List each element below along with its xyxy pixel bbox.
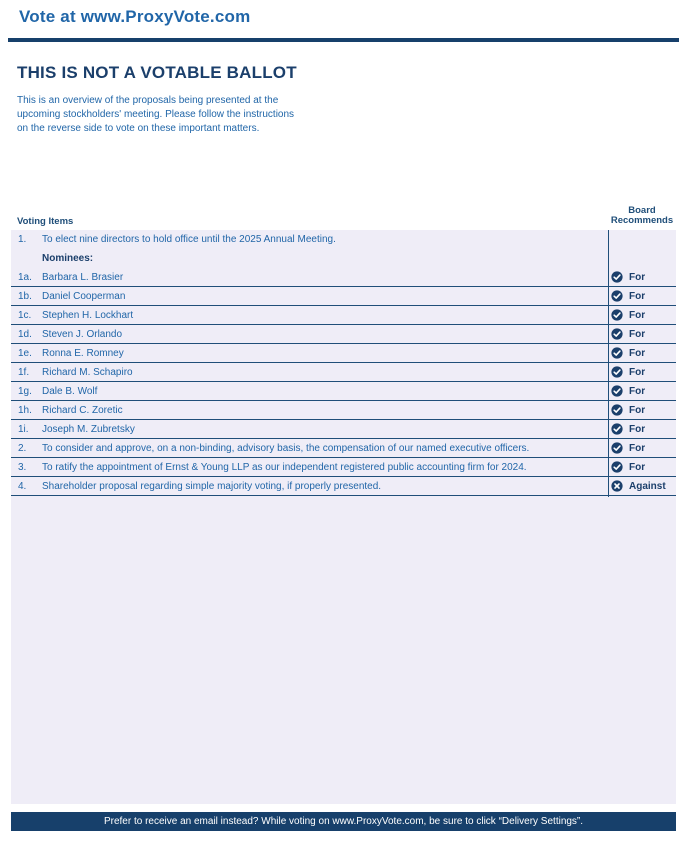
table-row (11, 344, 676, 362)
recommendation-label: For (629, 309, 646, 321)
table-row (11, 439, 676, 457)
table-row (11, 325, 676, 343)
item-number: 2. (18, 443, 27, 454)
recommendation (611, 328, 645, 340)
recommendation-label: For (629, 385, 646, 397)
item-number: 1i. (18, 424, 29, 435)
delivery-settings-banner: Prefer to receive an email instead? While voting on www.ProxyVote.com, be sure to click “Delivery Settings”. (11, 812, 676, 831)
item-text: To elect nine directors to hold office until the 2025 Annual Meeting. (42, 234, 336, 245)
recommendation (611, 385, 645, 397)
table-row (11, 268, 676, 286)
item-number: 1a. (18, 272, 32, 283)
row-divider (11, 495, 676, 496)
check-circle-icon (611, 328, 626, 340)
recommendation (611, 309, 645, 321)
check-circle-icon (611, 271, 626, 283)
item-text: Daniel Cooperman (42, 291, 126, 302)
recommendation-label: Against (629, 480, 666, 492)
table-row (11, 458, 676, 476)
item-text: Barbara L. Brasier (42, 272, 124, 283)
item-text: Shareholder proposal regarding simple majority voting, if properly presented. (42, 481, 382, 492)
item-number: 1c. (18, 310, 32, 321)
item-number: 1. (18, 234, 27, 245)
item-text: Dale B. Wolf (42, 386, 98, 397)
table-row (11, 287, 676, 305)
table-row (11, 306, 676, 324)
recommendation (611, 404, 645, 416)
x-circle-icon (611, 480, 626, 492)
recommendation (611, 366, 645, 378)
check-circle-icon (611, 423, 626, 435)
intro-line: This is an overview of the proposals being presented at the (17, 95, 279, 106)
page-title: THIS IS NOT A VOTABLE BALLOT (17, 63, 297, 82)
recommendation-label: For (629, 404, 646, 416)
recommendation-label: For (629, 461, 646, 473)
check-circle-icon (611, 290, 626, 302)
table-row (11, 363, 676, 381)
item-number: 3. (18, 462, 27, 473)
item-text: Ronna E. Romney (42, 348, 124, 359)
table-row (11, 230, 676, 248)
voting-items-header: Voting Items (17, 216, 74, 227)
recommendation (611, 442, 645, 454)
board-header-line: Board (628, 205, 656, 216)
check-circle-icon (611, 385, 626, 397)
check-circle-icon (611, 366, 626, 378)
recommendation-label: For (629, 271, 646, 283)
recommendation (611, 423, 645, 435)
recommendation-label: For (629, 366, 646, 378)
item-number: 1f. (18, 367, 30, 378)
recommendation-label: For (629, 347, 646, 359)
item-number: 1e. (18, 348, 32, 359)
item-number: 1h. (18, 405, 32, 416)
intro-line: on the reverse side to vote on these important matters. (17, 122, 260, 134)
item-number: 1d. (18, 329, 32, 340)
table-row (11, 249, 676, 267)
board-recommends-header (606, 206, 678, 226)
recommendation-label: For (629, 328, 646, 340)
check-circle-icon (611, 442, 626, 454)
intro-line: upcoming stockholders' meeting. Please follow the instructions (17, 108, 295, 120)
recommendation (611, 347, 645, 359)
recommendation (611, 290, 645, 302)
recommendation-label: For (629, 442, 646, 454)
recommendation-label: For (629, 423, 646, 435)
item-text: Steven J. Orlando (42, 329, 123, 340)
table-row (11, 477, 676, 495)
check-circle-icon (611, 309, 626, 321)
recommendation (611, 480, 666, 492)
item-number: 1g. (18, 386, 32, 397)
recommendation-label: For (629, 290, 646, 302)
header-divider (8, 38, 679, 42)
table-row (11, 382, 676, 400)
recommendation (611, 461, 645, 473)
item-text: Stephen H. Lockhart (42, 310, 134, 321)
recommendation (611, 271, 645, 283)
item-text: Richard M. Schapiro (42, 367, 133, 378)
check-circle-icon (611, 404, 626, 416)
check-circle-icon (611, 461, 626, 473)
proxyvote-header-title: Vote at www.ProxyVote.com (19, 7, 251, 26)
item-number: 4. (18, 481, 27, 492)
table-row (11, 401, 676, 419)
item-number: 1b. (18, 291, 32, 302)
check-circle-icon (611, 347, 626, 359)
item-text: To consider and approve, on a non-binding, advisory basis, the compensation of our named executive officers. (42, 443, 530, 454)
table-row (11, 420, 676, 438)
item-text: Nominees: (42, 253, 94, 264)
item-text: Richard C. Zoretic (42, 405, 123, 416)
intro-paragraph (17, 94, 337, 135)
item-text: To ratify the appointment of Ernst & Young LLP as our independent registered public accounting firm for 2024. (42, 462, 527, 473)
board-header-line: Recommends (610, 215, 674, 226)
item-text: Joseph M. Zubretsky (42, 424, 135, 435)
